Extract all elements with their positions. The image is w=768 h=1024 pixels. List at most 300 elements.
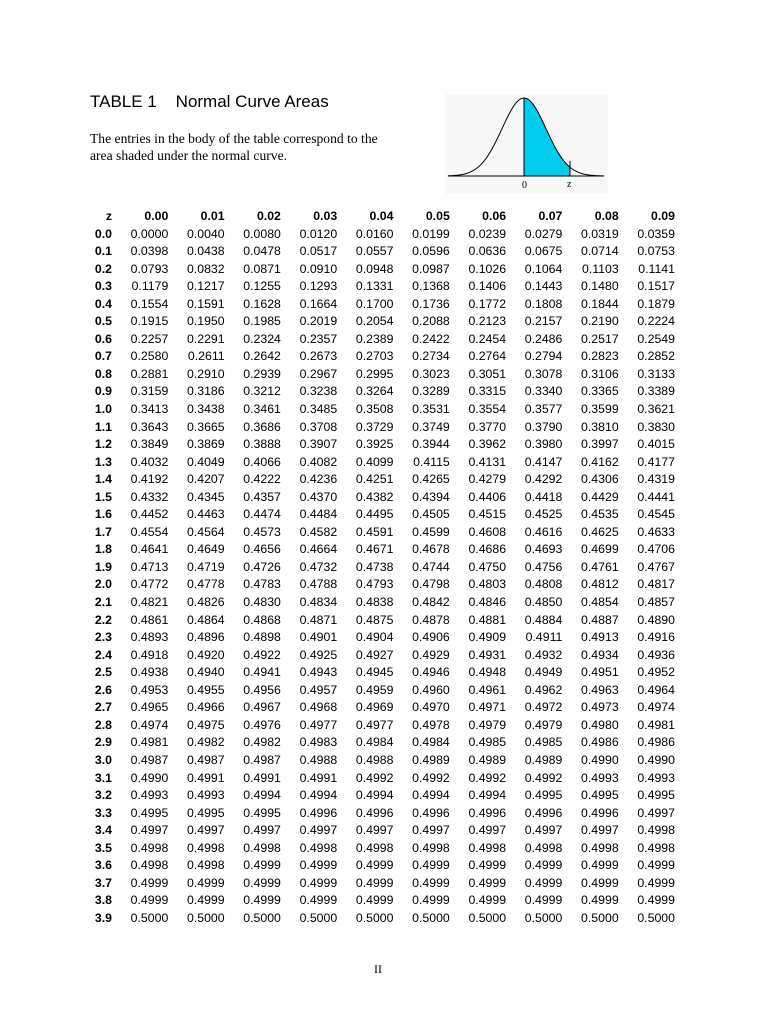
area-value-cell: 0.4999 <box>355 858 394 873</box>
area-value-cell: 0.4998 <box>299 840 338 855</box>
table-row <box>80 471 675 489</box>
area-value-cell: 0.4641 <box>130 542 169 557</box>
area-value-cell: 0.3315 <box>468 384 507 399</box>
z-value-cell: 1.3 <box>94 454 112 469</box>
area-value-cell: 0.1879 <box>637 296 675 311</box>
area-value-cell: 0.4972 <box>524 700 563 715</box>
table-row <box>80 594 675 612</box>
area-value-cell: 0.4996 <box>468 805 507 820</box>
area-value-cell: 0.4671 <box>355 542 394 557</box>
z-value-cell: 1.2 <box>94 437 112 452</box>
area-value-cell: 0.2764 <box>468 349 507 364</box>
area-value-cell: 0.4997 <box>355 823 394 838</box>
area-value-cell: 0.4463 <box>186 507 225 522</box>
area-value-cell: 0.2549 <box>637 331 675 346</box>
area-value-cell: 0.4999 <box>130 875 169 890</box>
area-value-cell: 0.2734 <box>412 349 450 364</box>
area-value-cell: 0.0438 <box>186 244 225 259</box>
area-value-cell: 0.4999 <box>412 858 450 873</box>
area-value-cell: 0.4608 <box>468 524 507 539</box>
area-value-cell: 0.4878 <box>412 612 450 627</box>
area-value-cell: 0.1950 <box>186 314 225 329</box>
area-value-cell: 0.4995 <box>581 788 619 803</box>
z-value-cell: 3.3 <box>94 805 112 820</box>
area-value-cell: 0.0160 <box>355 226 394 241</box>
area-value-cell: 0.2823 <box>581 349 619 364</box>
column-header: 0.05 <box>425 209 450 223</box>
area-value-cell: 0.3264 <box>355 384 394 399</box>
area-value-cell: 0.4904 <box>355 630 394 645</box>
area-value-cell: 0.3461 <box>243 402 281 417</box>
area-value-cell: 0.3413 <box>130 402 169 417</box>
area-value-cell: 0.4875 <box>355 612 394 627</box>
area-value-cell: 0.4911 <box>525 630 563 645</box>
area-value-cell: 0.4761 <box>581 559 619 574</box>
area-value-cell: 0.4940 <box>186 665 225 680</box>
area-value-cell: 0.4999 <box>355 893 394 908</box>
area-value-cell: 0.1517 <box>637 279 675 294</box>
area-value-cell: 0.4999 <box>524 875 563 890</box>
area-value-cell: 0.4959 <box>355 682 394 697</box>
z-value-cell: 1.6 <box>94 507 112 522</box>
area-value-cell: 0.4998 <box>637 823 675 838</box>
area-value-cell: 0.4999 <box>243 893 281 908</box>
area-value-cell: 0.3888 <box>243 437 281 452</box>
table-row <box>80 752 675 770</box>
area-value-cell: 0.0359 <box>637 226 675 241</box>
z-value-cell: 3.8 <box>94 893 112 908</box>
column-header: 0.07 <box>538 209 563 223</box>
area-value-cell: 0.4993 <box>581 770 619 785</box>
area-value-cell: 0.4998 <box>355 840 394 855</box>
area-value-cell: 0.4999 <box>581 875 619 890</box>
z-value-cell: 1.1 <box>94 419 112 434</box>
area-value-cell: 0.4545 <box>637 507 675 522</box>
table-row <box>80 243 675 261</box>
area-value-cell: 0.4999 <box>468 875 507 890</box>
area-value-cell: 0.4999 <box>412 893 450 908</box>
area-value-cell: 0.3508 <box>355 402 394 417</box>
table-row <box>80 664 675 682</box>
area-value-cell: 0.1293 <box>299 279 338 294</box>
area-value-cell: 0.5000 <box>524 910 563 925</box>
area-value-cell: 0.2852 <box>637 349 675 364</box>
z-value-cell: 3.2 <box>94 788 112 803</box>
area-value-cell: 0.4979 <box>468 717 507 732</box>
area-value-cell: 0.3212 <box>243 384 281 399</box>
area-value-cell: 0.4999 <box>524 893 563 908</box>
area-value-cell: 0.1064 <box>524 261 563 276</box>
area-value-cell: 0.1103 <box>581 261 619 276</box>
area-value-cell: 0.4887 <box>581 612 619 627</box>
area-value-cell: 0.1331 <box>355 279 394 294</box>
area-value-cell: 0.4418 <box>524 489 563 504</box>
z-value-cell: 2.3 <box>94 630 112 645</box>
area-value-cell: 0.1844 <box>581 296 619 311</box>
z-value-cell: 3.0 <box>94 752 112 767</box>
area-value-cell: 0.1772 <box>468 296 507 311</box>
area-value-cell: 0.3980 <box>524 437 563 452</box>
area-value-cell: 0.4265 <box>412 472 450 487</box>
area-value-cell: 0.4429 <box>581 489 619 504</box>
area-value-cell: 0.1591 <box>186 296 225 311</box>
area-value-cell: 0.4999 <box>355 875 394 890</box>
area-value-cell: 0.4686 <box>468 542 507 557</box>
area-value-cell: 0.4357 <box>243 489 281 504</box>
area-value-cell: 0.4969 <box>355 700 394 715</box>
area-value-cell: 0.4951 <box>581 665 619 680</box>
area-value-cell: 0.0398 <box>130 244 169 259</box>
area-value-cell: 0.2703 <box>355 349 394 364</box>
area-value-cell: 0.4974 <box>637 700 675 715</box>
area-value-cell: 0.4999 <box>299 875 338 890</box>
area-value-cell: 0.2054 <box>355 314 394 329</box>
area-value-cell: 0.4970 <box>412 700 450 715</box>
area-value-cell: 0.4998 <box>637 840 675 855</box>
area-value-cell: 0.4925 <box>299 647 338 662</box>
area-value-cell: 0.4996 <box>524 805 563 820</box>
page-number: II <box>374 962 382 976</box>
area-value-cell: 0.1406 <box>468 279 507 294</box>
area-value-cell: 0.5000 <box>637 910 675 925</box>
area-value-cell: 0.4236 <box>299 472 338 487</box>
area-value-cell: 0.2019 <box>299 314 338 329</box>
area-value-cell: 0.5000 <box>581 910 619 925</box>
area-value-cell: 0.4992 <box>412 770 450 785</box>
area-value-cell: 0.4909 <box>468 630 507 645</box>
area-value-cell: 0.4893 <box>130 630 169 645</box>
area-value-cell: 0.4990 <box>130 770 169 785</box>
area-value-cell: 0.4994 <box>299 788 338 803</box>
area-value-cell: 0.4943 <box>299 665 338 680</box>
area-value-cell: 0.0714 <box>581 244 619 259</box>
area-value-cell: 0.3238 <box>299 384 338 399</box>
area-value-cell: 0.0279 <box>524 226 563 241</box>
area-value-cell: 0.4981 <box>130 735 169 750</box>
column-header: 0.00 <box>144 209 169 223</box>
area-value-cell: 0.3577 <box>524 402 563 417</box>
area-value-cell: 0.3159 <box>130 384 169 399</box>
table-row <box>80 489 675 507</box>
table-row <box>80 717 675 735</box>
area-value-cell: 0.4821 <box>130 595 169 610</box>
table-row <box>80 699 675 717</box>
area-value-cell: 0.3531 <box>412 402 450 417</box>
z-value-cell: 2.8 <box>94 717 112 732</box>
area-value-cell: 0.4991 <box>186 770 225 785</box>
area-value-cell: 0.4633 <box>637 524 675 539</box>
area-value-cell: 0.4505 <box>412 507 450 522</box>
area-value-cell: 0.2357 <box>299 331 338 346</box>
area-value-cell: 0.4744 <box>412 559 450 574</box>
table-row <box>80 383 675 401</box>
area-value-cell: 0.3485 <box>299 402 338 417</box>
area-value-cell: 0.4452 <box>130 507 169 522</box>
area-value-cell: 0.0040 <box>186 226 225 241</box>
area-value-cell: 0.5000 <box>468 910 507 925</box>
area-value-cell: 0.4783 <box>243 577 281 592</box>
area-value-cell: 0.4999 <box>581 858 619 873</box>
z-value-cell: 0.9 <box>94 384 112 399</box>
area-value-cell: 0.5000 <box>130 910 169 925</box>
z-value-cell: 2.1 <box>94 595 112 610</box>
z-value-cell: 2.4 <box>94 647 112 662</box>
area-value-cell: 0.4756 <box>524 559 563 574</box>
area-value-cell: 0.4850 <box>524 595 563 610</box>
area-value-cell: 0.4032 <box>130 454 169 469</box>
area-value-cell: 0.4995 <box>243 805 281 820</box>
area-value-cell: 0.3770 <box>468 419 507 434</box>
area-value-cell: 0.1443 <box>524 279 563 294</box>
area-value-cell: 0.4678 <box>412 542 450 557</box>
area-value-cell: 0.2910 <box>186 366 225 381</box>
area-value-cell: 0.4966 <box>186 700 225 715</box>
area-value-cell: 0.4992 <box>355 770 394 785</box>
area-value-cell: 0.4890 <box>637 612 675 627</box>
area-value-cell: 0.4719 <box>186 559 225 574</box>
area-value-cell: 0.4994 <box>243 788 281 803</box>
area-value-cell: 0.4525 <box>524 507 563 522</box>
area-value-cell: 0.4991 <box>299 770 338 785</box>
area-value-cell: 0.4993 <box>186 788 225 803</box>
area-value-cell: 0.4162 <box>581 454 619 469</box>
z-value-cell: 3.7 <box>94 875 112 890</box>
area-value-cell: 0.4767 <box>637 559 675 574</box>
area-value-cell: 0.4999 <box>468 858 507 873</box>
area-value-cell: 0.1664 <box>299 296 338 311</box>
table-row <box>80 261 675 279</box>
area-value-cell: 0.4957 <box>299 682 338 697</box>
area-value-cell: 0.4995 <box>637 788 675 803</box>
area-value-cell: 0.2157 <box>524 314 563 329</box>
area-value-cell: 0.4998 <box>581 840 619 855</box>
area-value-cell: 0.4975 <box>186 717 225 732</box>
area-value-cell: 0.4573 <box>243 524 281 539</box>
table-row <box>80 875 675 893</box>
area-value-cell: 0.4345 <box>186 489 225 504</box>
z-value-cell: 1.4 <box>94 472 112 487</box>
area-value-cell: 0.2642 <box>243 349 281 364</box>
area-value-cell: 0.4996 <box>299 805 338 820</box>
area-value-cell: 0.4981 <box>637 717 675 732</box>
area-value-cell: 0.5000 <box>243 910 281 925</box>
area-value-cell: 0.4998 <box>412 840 450 855</box>
table-row <box>80 296 675 314</box>
z-value-cell: 2.7 <box>94 700 112 715</box>
area-value-cell: 0.4949 <box>524 665 563 680</box>
area-value-cell: 0.1217 <box>186 279 225 294</box>
area-value-cell: 0.4952 <box>637 665 675 680</box>
area-value-cell: 0.4991 <box>243 770 281 785</box>
area-value-cell: 0.4599 <box>412 524 450 539</box>
table-row <box>80 910 675 928</box>
area-value-cell: 0.4999 <box>299 893 338 908</box>
area-value-cell: 0.4985 <box>524 735 563 750</box>
area-value-cell: 0.4986 <box>637 735 675 750</box>
area-value-cell: 0.4535 <box>581 507 619 522</box>
area-value-cell: 0.4978 <box>412 717 450 732</box>
area-value-cell: 0.4591 <box>355 524 394 539</box>
area-value-cell: 0.4830 <box>243 595 281 610</box>
z-value-cell: 0.4 <box>94 296 112 311</box>
area-value-cell: 0.4812 <box>581 577 619 592</box>
area-value-cell: 0.4999 <box>243 858 281 873</box>
area-value-cell: 0.4649 <box>186 542 225 557</box>
area-value-cell: 0.4988 <box>355 752 394 767</box>
area-value-cell: 0.3907 <box>299 437 338 452</box>
area-value-cell: 0.3051 <box>468 366 507 381</box>
area-value-cell: 0.4956 <box>243 682 281 697</box>
area-value-cell: 0.4049 <box>186 454 225 469</box>
area-value-cell: 0.0319 <box>581 226 619 241</box>
area-value-cell: 0.4984 <box>355 735 394 750</box>
area-value-cell: 0.3810 <box>581 419 619 434</box>
z-value-cell: 0.2 <box>94 261 112 276</box>
z-value-cell: 0.0 <box>94 226 112 241</box>
area-value-cell: 0.1255 <box>243 279 281 294</box>
column-header: 0.06 <box>482 209 507 223</box>
area-value-cell: 0.4999 <box>468 893 507 908</box>
z-value-cell: 1.5 <box>94 489 112 504</box>
area-value-cell: 0.4985 <box>468 735 507 750</box>
area-value-cell: 0.1628 <box>243 296 281 311</box>
area-value-cell: 0.4306 <box>581 472 619 487</box>
area-value-cell: 0.1915 <box>130 314 169 329</box>
area-value-cell: 0.4999 <box>524 858 563 873</box>
area-value-cell: 0.4967 <box>243 700 281 715</box>
z-value-cell: 1.0 <box>94 402 112 417</box>
area-value-cell: 0.0793 <box>130 261 169 276</box>
area-value-cell: 0.4987 <box>243 752 281 767</box>
area-value-cell: 0.4332 <box>130 489 169 504</box>
area-value-cell: 0.4441 <box>637 489 675 504</box>
area-value-cell: 0.5000 <box>355 910 394 925</box>
area-value-cell: 0.3686 <box>243 419 281 434</box>
area-value-cell: 0.4920 <box>186 647 225 662</box>
area-value-cell: 0.4826 <box>186 595 225 610</box>
area-value-cell: 0.4945 <box>355 665 394 680</box>
table-row <box>80 629 675 647</box>
area-value-cell: 0.3665 <box>186 419 225 434</box>
area-value-cell: 0.0832 <box>186 261 225 276</box>
area-value-cell: 0.0675 <box>524 244 563 259</box>
area-value-cell: 0.4968 <box>299 700 338 715</box>
column-header: 0.08 <box>594 209 619 223</box>
area-value-cell: 0.4992 <box>524 770 563 785</box>
area-value-cell: 0.3643 <box>130 419 169 434</box>
area-value-cell: 0.4987 <box>186 752 225 767</box>
area-value-cell: 0.4989 <box>524 752 563 767</box>
area-value-cell: 0.4857 <box>637 595 675 610</box>
area-value-cell: 0.4998 <box>130 840 169 855</box>
area-value-cell: 0.2517 <box>581 331 619 346</box>
area-value-cell: 0.4382 <box>355 489 394 504</box>
z-column-header: z <box>105 209 112 223</box>
area-value-cell: 0.4916 <box>637 630 675 645</box>
area-value-cell: 0.2190 <box>581 314 619 329</box>
area-value-cell: 0.4988 <box>299 752 338 767</box>
area-value-cell: 0.0987 <box>412 261 450 276</box>
area-value-cell: 0.4803 <box>468 577 507 592</box>
area-value-cell: 0.4099 <box>355 454 394 469</box>
area-value-cell: 0.4982 <box>243 735 281 750</box>
area-value-cell: 0.0557 <box>355 244 394 259</box>
z-value-cell: 2.0 <box>94 577 112 592</box>
area-value-cell: 0.4664 <box>299 542 338 557</box>
area-value-cell: 0.4997 <box>524 823 563 838</box>
area-value-cell: 0.4993 <box>637 770 675 785</box>
area-value-cell: 0.4901 <box>299 630 338 645</box>
area-value-cell: 0.4973 <box>581 700 619 715</box>
area-value-cell: 0.4994 <box>412 788 450 803</box>
table-row <box>80 647 675 665</box>
area-value-cell: 0.2673 <box>299 349 338 364</box>
z-value-cell: 2.6 <box>94 682 112 697</box>
table-row <box>80 506 675 524</box>
area-value-cell: 0.4999 <box>637 875 675 890</box>
column-header: 0.02 <box>256 209 281 223</box>
area-value-cell: 0.4990 <box>581 752 619 767</box>
area-value-cell: 0.4693 <box>524 542 563 557</box>
table-row <box>80 313 675 331</box>
area-value-cell: 0.2224 <box>637 314 675 329</box>
z-value-cell: 2.5 <box>94 665 112 680</box>
area-value-cell: 0.4980 <box>581 717 619 732</box>
table-row <box>80 892 675 910</box>
area-value-cell: 0.4279 <box>468 472 507 487</box>
area-value-cell: 0.4997 <box>581 823 619 838</box>
area-value-cell: 0.4015 <box>637 437 675 452</box>
area-value-cell: 0.4147 <box>524 454 563 469</box>
area-value-cell: 0.4992 <box>468 770 507 785</box>
area-value-cell: 0.4971 <box>468 700 507 715</box>
z-value-cell: 2.9 <box>94 735 112 750</box>
table-row <box>80 822 675 840</box>
area-value-cell: 0.1554 <box>130 296 169 311</box>
area-value-cell: 0.4938 <box>130 665 169 680</box>
area-value-cell: 0.4996 <box>355 805 394 820</box>
area-value-cell: 0.1141 <box>638 261 675 276</box>
area-value-cell: 0.4131 <box>468 454 507 469</box>
area-value-cell: 0.4394 <box>412 489 450 504</box>
area-value-cell: 0.4798 <box>412 577 450 592</box>
column-header: 0.04 <box>369 209 394 223</box>
area-value-cell: 0.2088 <box>412 314 450 329</box>
table-row <box>80 331 675 349</box>
z-value-cell: 1.9 <box>94 559 112 574</box>
area-value-cell: 0.4999 <box>299 858 338 873</box>
area-value-cell: 0.4808 <box>524 577 563 592</box>
area-value-cell: 0.4989 <box>468 752 507 767</box>
table-description: The entries in the body of the table correspond to the area shaded under the normal curve. <box>90 131 378 163</box>
area-value-cell: 0.4946 <box>412 665 450 680</box>
area-value-cell: 0.2389 <box>355 331 394 346</box>
area-value-cell: 0.4732 <box>299 559 338 574</box>
area-value-cell: 0.3133 <box>637 366 675 381</box>
table-row <box>80 612 675 630</box>
area-value-cell: 0.2794 <box>524 349 563 364</box>
area-value-cell: 0.0080 <box>243 226 281 241</box>
area-value-cell: 0.3790 <box>524 419 563 434</box>
column-header: 0.01 <box>200 209 225 223</box>
area-value-cell: 0.0239 <box>468 226 507 241</box>
area-value-cell: 0.4931 <box>468 647 507 662</box>
area-value-cell: 0.4994 <box>355 788 394 803</box>
area-value-cell: 0.1808 <box>524 296 563 311</box>
area-value-cell: 0.4871 <box>299 612 338 627</box>
area-value-cell: 0.4998 <box>130 858 169 873</box>
area-value-cell: 0.2291 <box>186 331 225 346</box>
